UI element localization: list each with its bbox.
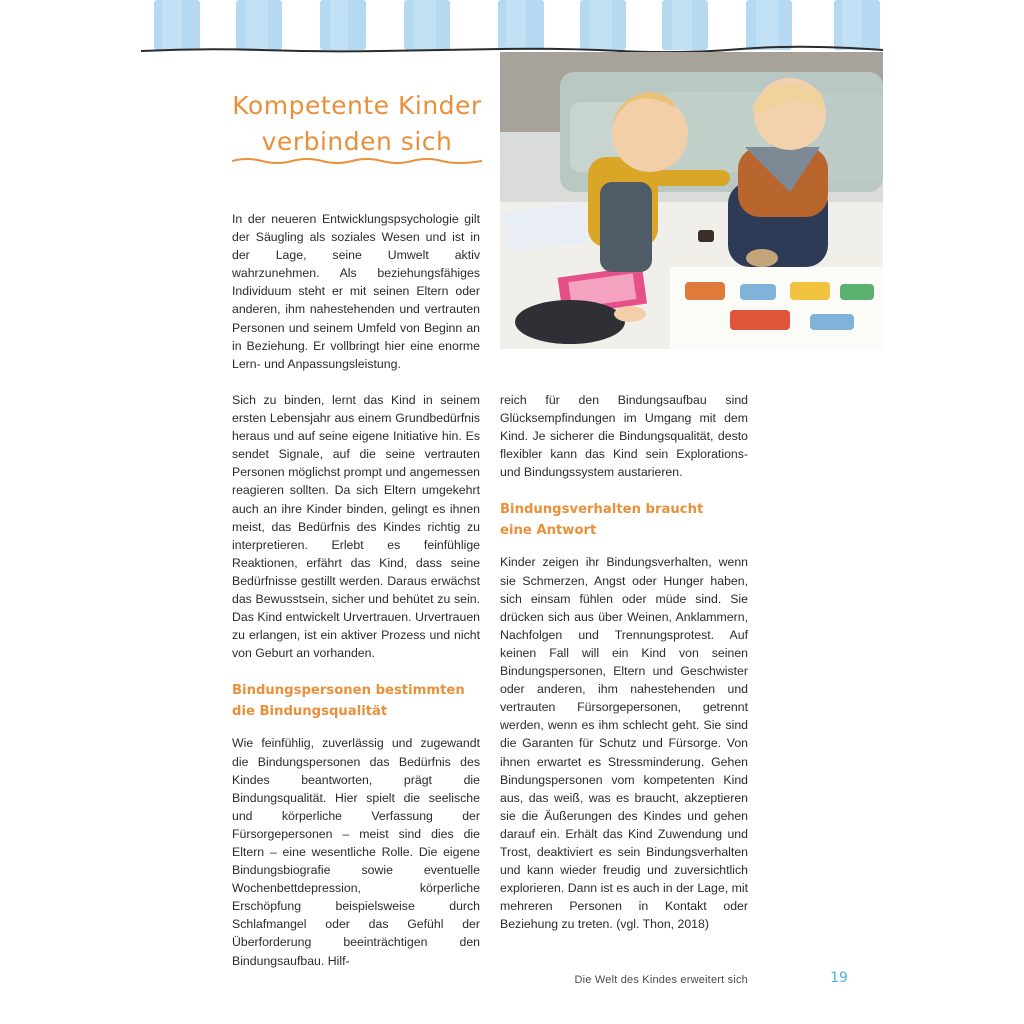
left-paragraph-2: Wie feinfühlig, zuverlässig und zugewandt die Bindungspersonen das Bedürfnis des Kindes beantworten, prägt die Bindungsqualität. Hier spielt die seelische und körperliche Verfassung der Fürsorgepersonen – meist sind dies die Eltern – eine wesentliche Rolle. Die eigene Bindungsbiografie sowie eventuelle Wochenbettdepression, körperliche Erschöpfung beispielsweise durch Schlafmangel oder das Gefühl der Überforderung beeinträchtigen den Bindungsaufbau. Hilf- bbox=[232, 736, 480, 968]
title-line-2: verbinden sich bbox=[261, 127, 453, 156]
subheading-line-2: eine Antwort bbox=[500, 523, 597, 539]
title-underline-wave bbox=[232, 156, 482, 166]
left-paragraph-1: Sich zu binden, lernt das Kind in seinem ersten Lebensjahr aus einem Grundbedürfnis heraus und auf seine eigene Initiative hin. Es sendet Signale, auf die seine vertrauten Personen möglichst prompt und angemessen reagieren sollten. Da sich Eltern umgekehrt auch an ihre Kinder binden, gelingt es ihnen meist, das Bedürfnis des Kindes richtig zu interpretieren. Erlebt es feinfühlige Reaktionen, erfährt das Kind, dass seine Bedürfnisse gestillt werden. Daraus erwächst das Bewusstsein, sicher und behütet zu sein. Das Kind entwickelt Urvertrauen. Urvertrauen zu erlangen, ist ein aktiver Prozess und nicht von Geburt an vorhanden. bbox=[232, 393, 480, 661]
subheading-line-1: Bindungsverhalten braucht bbox=[500, 502, 704, 518]
running-footer-title: Die Welt des Kindes erweitert sich bbox=[574, 974, 748, 986]
subheading-line-2: die Bindungsqualität bbox=[232, 704, 388, 720]
subheading-bindungspersonen bbox=[232, 680, 480, 722]
decorative-stripe-band bbox=[150, 0, 883, 50]
subheading-bindungsverhalten bbox=[500, 499, 748, 541]
page-number: 19 bbox=[830, 970, 848, 986]
right-column bbox=[500, 391, 748, 933]
intro-text bbox=[232, 210, 480, 373]
left-column bbox=[232, 391, 480, 970]
intro-paragraph: In der neueren Entwicklungspsychologie gilt der Säugling als soziales Wesen und ist in der Lage, seine Umwelt aktiv wahrzunehmen. Als beziehungsfähiges Individuum steht er mit seinen Eltern oder anderen, ihm nahestehenden und vertrauten Personen und seinem Umfeld von Beginn an in Beziehung. Er vollbringt hier eine enorme Lern- und Anpassungsleistung. bbox=[232, 212, 480, 371]
photo-children-playing bbox=[500, 52, 883, 349]
subheading-line-1: Bindungspersonen bestimmten bbox=[232, 683, 465, 699]
photo-children-playing-icon bbox=[500, 52, 883, 349]
page-title bbox=[232, 88, 482, 160]
title-line-1: Kompetente Kinder bbox=[232, 91, 482, 120]
right-paragraph-1: reich für den Bindungsaufbau sind Glücksempfindungen im Umgang mit dem Kind. Je sicherer die Bindungsqualität, desto flexibler kann das Kind sein Explorations- und Bindungssystem austarieren. bbox=[500, 393, 748, 480]
right-paragraph-2: Kinder zeigen ihr Bindungsverhalten, wenn sie Schmerzen, Angst oder Hunger haben, sich einsam fühlen oder müde sind. Sie drücken sich aus über Weinen, Anklammern, Nachfolgen und Trennungsprotest. Auf keinen Fall will ein Kind von seinen Bindungspersonen, Eltern und Geschwister oder anderen, ihm nahestehenden und vertrauten Fürsorgepersonen, getrennt werden, wenn es ihm schlecht geht. Sie sind die Garanten für Schutz und Fürsorge. Von ihnen erwartet es Stressminderung. Gehen Bindungspersonen vom kompetenten Kind aus, das weiß, was es braucht, akzeptieren sie die Äußerungen des Kindes und gehen darauf ein. Erhält das Kind Zuwendung und Trost, deaktiviert es sein Bindungsverhalten und kann wieder freudig und zuversichtlich explorieren. Dann ist es auch in der Lage, mit mehreren Personen in Kontakt oder Beziehung zu treten. (vgl. Thon, 2018) bbox=[500, 555, 748, 932]
